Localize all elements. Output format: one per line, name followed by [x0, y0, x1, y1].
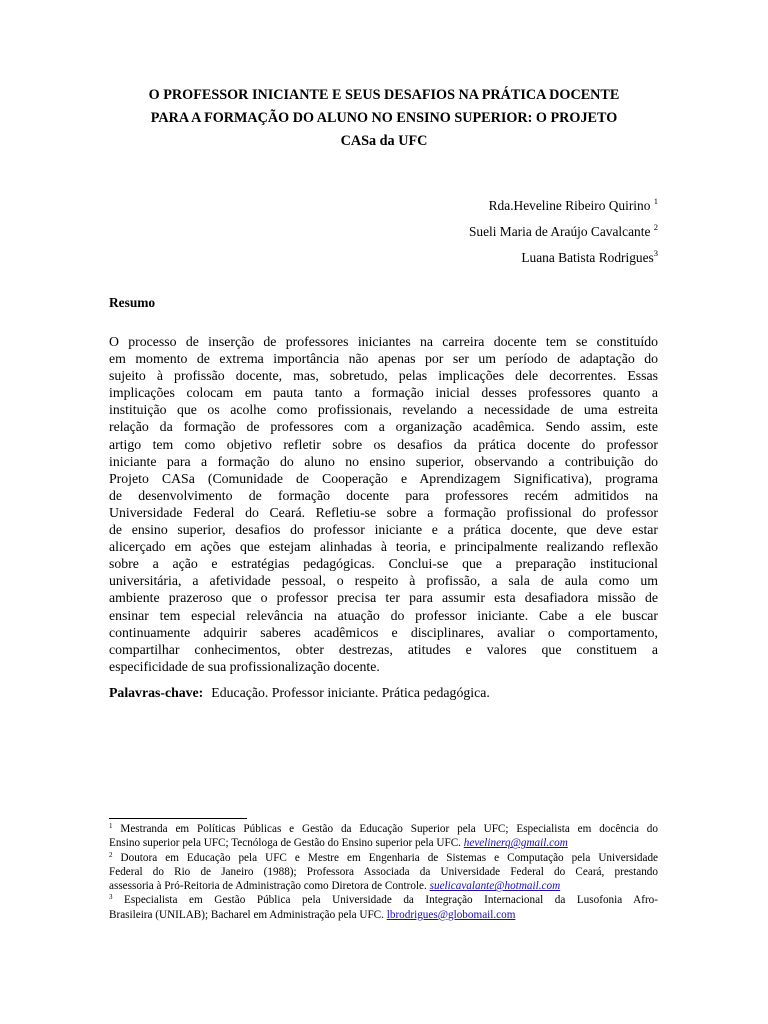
- footnote-marker: 3: [109, 893, 113, 902]
- abstract-line: de ensino superior, desafios do professor iniciante e a prática docente, que deve estar: [109, 522, 658, 538]
- email-link[interactable]: lbrodrigues@globomail.com: [386, 908, 516, 921]
- abstract-line: de desenvolvimento de formação docente para professores recém admitidos na: [109, 487, 658, 503]
- footnote-line: [109, 851, 658, 865]
- title-line: PARA A FORMAÇÃO DO ALUNO NO ENSINO SUPERIOR: O PROJETO: [150, 110, 618, 126]
- footnotes: [109, 822, 658, 922]
- abstract-line: universitária, a afetividade pessoal, o respeito à profissão, a sala de aula como um: [109, 573, 658, 589]
- footnote-text: Mestranda em Políticas Públicas e Gestão da Educação Superior pela UFC; Especialista em docência do: [112, 823, 658, 835]
- footnote-divider: [109, 818, 247, 819]
- abstract-line: instituição que os acolhe como profissionais, revelando a necessidade de uma estreita: [109, 402, 658, 418]
- abstract-line: ensinar tem especial relevância na atuação do professor iniciante. Cabe a ele buscar: [109, 607, 658, 623]
- abstract-line: Projeto CASa (Comunidade de Cooperação e Aprendizagem Significativa), programa: [109, 470, 658, 486]
- author-name: Luana Batista Rodrigues: [521, 250, 654, 265]
- footnote-line: [109, 893, 658, 907]
- footnote-line: [109, 879, 658, 893]
- footnote-text: Brasileira (UNILAB); Bacharel em Administração pela UFC.: [109, 908, 387, 921]
- footnote-marker: 2: [109, 850, 113, 859]
- author-line: [469, 245, 658, 271]
- author-list: [469, 193, 658, 271]
- abstract-line: sobre a ação e estratégias pedagógicas. Conclui-se que a preparação institucional: [109, 556, 658, 572]
- email-link[interactable]: hevelinerq@gmail.com: [463, 837, 568, 850]
- abstract-line: ambiente prazeroso que o professor precisa ter para assumir esta desafiadora missão de: [109, 590, 658, 606]
- paper-title: [110, 84, 658, 153]
- footnote-text: Especialista em Gestão Pública pela Universidade da Integração Internacional da Lusofonia Afro-: [112, 894, 658, 907]
- title-line: CASa da UFC: [340, 133, 428, 149]
- footnote-line: [109, 822, 658, 836]
- abstract-line: iniciante para a formação do aluno no ensino superior, observando a contribuição do: [109, 453, 658, 469]
- abstract-body: [109, 333, 658, 675]
- abstract-heading: Resumo: [109, 295, 156, 310]
- footnote-line: Federal do Rio de Janeiro (1988); Professora Associada da Universidade Federal do Ceará, prestando: [109, 865, 658, 878]
- author-name: Rda.Heveline Ribeiro Quirino: [488, 198, 654, 213]
- author-footnote-ref: 3: [653, 248, 658, 258]
- author-name: Sueli Maria de Araújo Cavalcante: [468, 224, 654, 239]
- abstract-line: sujeito à profissão docente, mas, sobretudo, pelas implicações dele decorrentes. Essas: [109, 368, 658, 384]
- abstract-line: artigo tem como objetivo refletir sobre os desafios da prática docente do professor: [109, 436, 658, 452]
- author-footnote-ref: 2: [653, 222, 658, 232]
- footnote-line: [109, 908, 658, 922]
- keywords: [109, 685, 490, 701]
- abstract-line: compartilhar conhecimentos, obter destrezas, atitudes e valores que constituem a: [109, 641, 658, 657]
- abstract-line: especificidade de sua profissionalização docente.: [109, 658, 380, 674]
- footnote-line: [109, 836, 658, 850]
- footnote-marker: 1: [109, 822, 113, 830]
- abstract-line: O processo de inserção de professores iniciantes na carreira docente tem se constituído: [109, 334, 658, 349]
- footnote-text: Doutora em Educação pela UFC e Mestre em Engenharia de Sistemas e Computação pela Universidade: [112, 851, 658, 864]
- footnote-text: assessoria à Pró-Reitoria de Administração como Diretora de Controle.: [109, 880, 430, 893]
- abstract-line: relação da formação de professores com a organização acadêmica. Sendo assim, este: [109, 419, 658, 435]
- footnote-text: Ensino superior pela UFC; Tecnóloga de Gestão do Ensino superior pela UFC.: [109, 837, 464, 850]
- abstract-line: em momento de extrema importância não apenas por ser um período de adaptação do: [109, 351, 658, 367]
- abstract-line: implicações colocam em pauta tanto a formação inicial desses professores quanto a: [109, 385, 658, 401]
- abstract-line: continuamente adquirir saberes acadêmicos e disciplinares, avaliar o comportamento,: [109, 624, 658, 640]
- title-line: O PROFESSOR INICIANTE E SEUS DESAFIOS NA PRÁTICA DOCENTE: [148, 87, 620, 103]
- abstract-line: alicerçado em ações que estejam alinhadas à teoria, e principalmente realizando reflexão: [109, 539, 658, 555]
- abstract-line: Universidade Federal do Ceará. Refletiu-se sobre a formação profissional do professor: [109, 504, 658, 520]
- email-link[interactable]: suelicavalante@hotmail.com: [429, 880, 561, 893]
- keywords-text: Educação. Professor iniciante. Prática pedagógica.: [211, 685, 490, 700]
- keywords-label: Palavras-chave:: [109, 685, 204, 700]
- author-line: [469, 193, 658, 219]
- author-line: [469, 219, 658, 245]
- author-footnote-ref: 1: [653, 196, 658, 206]
